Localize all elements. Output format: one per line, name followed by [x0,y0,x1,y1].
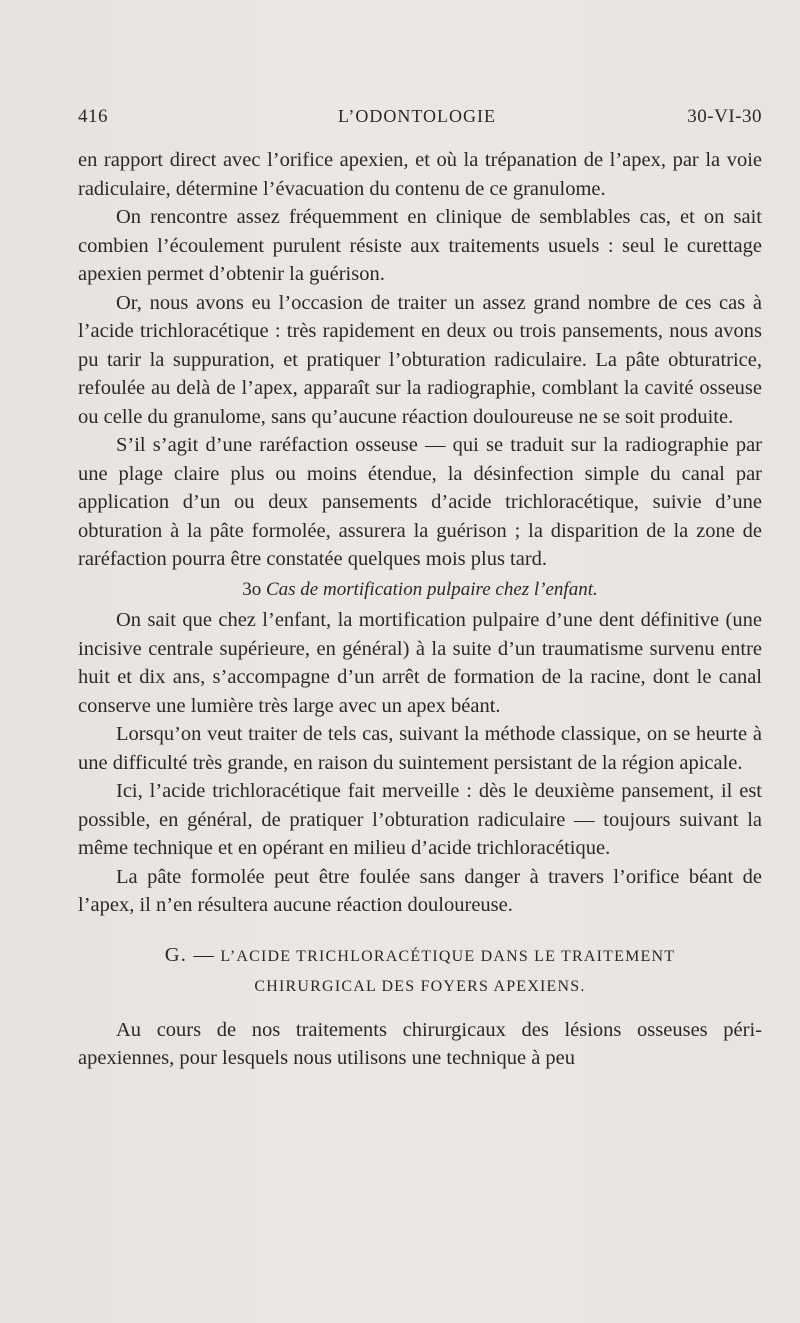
section-title-line-2: CHIRURGICAL DES FOYERS APEXIENS. [254,977,586,995]
running-title: L’ODONTOLOGIE [338,106,496,126]
body-text [78,146,762,1073]
subsection-number: 3o [242,578,262,600]
subsection-title: Cas de mortification pulpaire chez l’enfant. [265,578,598,600]
paragraph-7: Ici, l’acide trichloracétique fait merveille : dès le deuxième pansement, il est possible, en général, de pratiquer l’obturation radiculaire — toujours suivant la même technique et en opérant en milieu d’acide trichloracétique. [78,780,762,859]
paragraph-1: en rapport direct avec l’orifice apexien, et où la trépanation de l’apex, par la voie radiculaire, détermine l’évacuation du contenu de ce granulome. [78,149,762,200]
paragraph-6: Lorsqu’on veut traiter de tels cas, suivant la méthode classique, on se heurte à une difficulté très grande, en raison du suintement persistant de la région apicale. [78,723,762,774]
paragraph-8: La pâte formolée peut être foulée sans danger à travers l’orifice béant de l’apex, il n’en résultera aucune réaction douloureuse. [78,865,762,916]
page-header [78,106,762,136]
section-title-line-1: L’ACIDE TRICHLORACÉTIQUE DANS LE TRAITEMENT [220,947,676,965]
paragraph-4: S’il s’agit d’une raréfaction osseuse — qui se traduit sur la radiographie par une plage claire plus ou moins étendue, la désinfection simple du canal par application d’un ou deux pansements d’acide trichloracétique, suivie d’une obturation à la pâte formolée, assurera la guérison ; la disparition de la zone de raréfaction pourra être constatée quelques mois plus tard. [78,434,762,570]
paragraph-2: On rencontre assez fréquemment en clinique de semblables cas, et on sait combien l’écoulement purulent résiste aux traitements usuels : seul le curettage apexien permet d’obtenir la guérison. [78,206,762,285]
section-letter: G. — [164,943,216,966]
issue-date: 30-VI-30 [687,106,762,127]
subsection-heading [78,576,762,605]
section-heading-line-1 [78,940,762,972]
section-heading [78,940,762,1002]
paragraph-3: Or, nous avons eu l’occasion de traiter un assez grand nombre de ces cas à l’acide trichloracétique : très rapidement en deux ou trois pansements, nous avons pu tarir la suppuration, et pratiquer l’obturation radiculaire. La pâte obturatrice, refoulée au delà de l’apex, apparaît sur la radiographie, comblant la cavité osseuse ou celle du granulome, sans qu’aucune réaction douloureuse ne se soit produite. [78,291,762,428]
paragraph-9: Au cours de nos traitements chirurgicaux des lésions osseuses péri-apexiennes, pour lesquels nous utilisons une technique à peu [78,1018,762,1069]
paragraph-5: On sait que chez l’enfant, la mortification pulpaire d’une dent définitive (une incisive centrale supérieure, en général) à la suite d’un traumatisme survenu entre huit et dix ans, s’accompagne d’un arrêt de formation de la racine, dont le canal conserve une lumière très large avec un apex béant. [78,609,762,717]
page-number: 416 [78,106,108,127]
